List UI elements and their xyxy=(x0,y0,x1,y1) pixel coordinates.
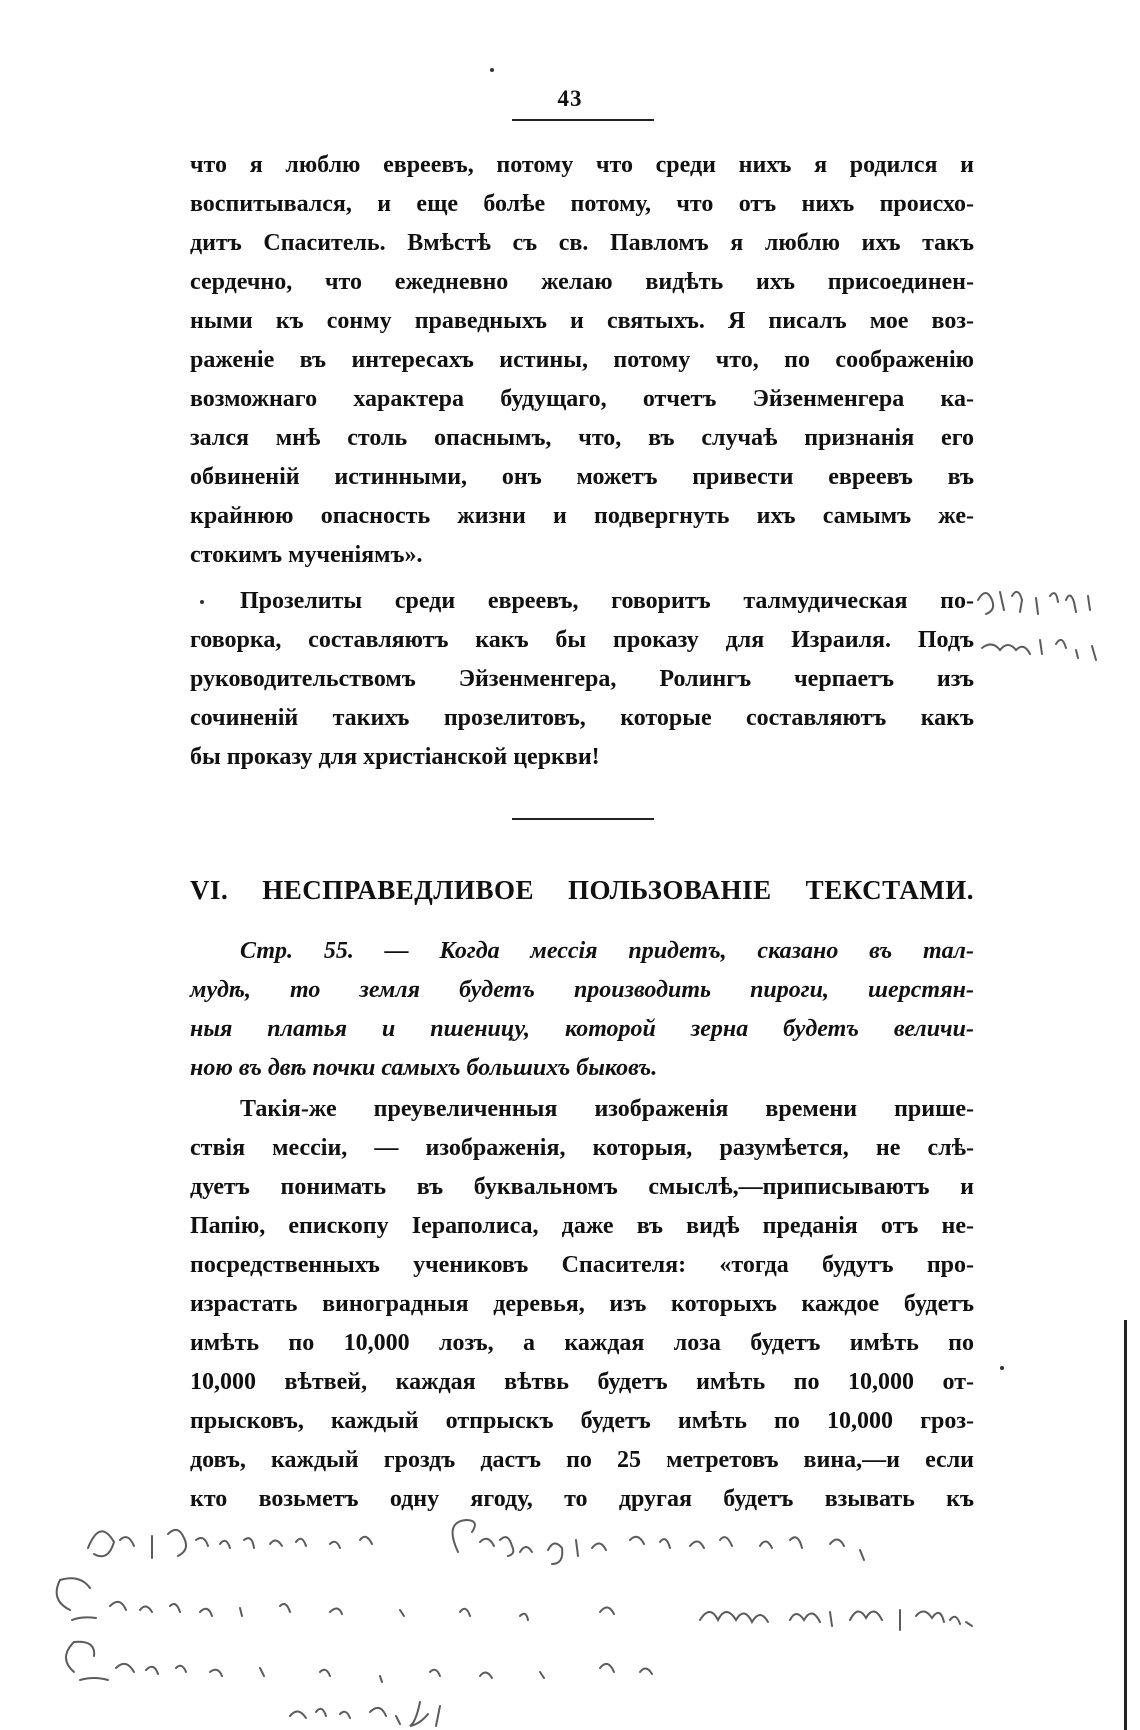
paragraph-3-line: Такія-же преувеличенныя изображенія времени прише- xyxy=(240,1096,974,1122)
paragraph-3-line: Папію, епископу Іераполиса, даже въ видѣ преданія отъ не- xyxy=(190,1213,974,1239)
paragraph-1-line: стокимъ мученіямъ». xyxy=(190,542,423,568)
paragraph-1-line: зался мнѣ столь опаснымъ, что, въ случаѣ признанія его xyxy=(190,425,974,451)
paragraph-2-line: руководительствомъ Эйзенменгера, Ролингъ черпаетъ изъ xyxy=(190,666,974,692)
section-heading: VI. НЕСПРАВЕДЛИВОЕ ПОЛЬЗОВАНІЕ ТЕКСТАМИ. xyxy=(190,875,974,905)
paragraph-1-line: раженіе въ интересахъ истины, потому что, по соображенію xyxy=(190,347,974,373)
page-number: 43 xyxy=(557,86,583,111)
paragraph-3-line: прысковъ, каждый отпрыскъ будетъ имѣть по 10,000 гроз- xyxy=(190,1408,974,1434)
paragraph-3-line: 10,000 вѣтвей, каждая вѣтвь будетъ имѣть по 10,000 от- xyxy=(190,1369,974,1395)
paragraph-2-line: сочиненій такихъ прозелитовъ, которые составляютъ какъ xyxy=(190,705,974,731)
paragraph-3-line: посредственныхъ учениковъ Спасителя: «тогда будутъ про- xyxy=(190,1252,974,1278)
paragraph-1-line: что я люблю евреевъ, потому что среди нихъ я родился и xyxy=(190,152,974,178)
paragraph-3-line: ствія мессіи, — изображенія, которыя, разумѣется, не слѣ- xyxy=(190,1135,974,1161)
paragraph-1-line: ными къ сонму праведныхъ и святыхъ. Я писалъ мое воз- xyxy=(190,308,974,334)
quote-line: Стр. 55. — Когда мессія придетъ, сказано въ тал- xyxy=(240,938,974,964)
paragraph-1-line: обвиненій истинными, онъ можетъ привести евреевъ въ xyxy=(190,464,974,490)
paragraph-3-line: израстать виноградныя деревья, изъ которыхъ каждое будетъ xyxy=(190,1291,974,1317)
paragraph-3-line: кто возьметъ одну ягоду, то другая будетъ взывать къ xyxy=(190,1486,974,1512)
paragraph-2-line: бы проказу для христіанской церкви! xyxy=(190,744,600,770)
quote-line: ныя платья и пшеницу, которой зерна будетъ величи- xyxy=(190,1016,974,1042)
paragraph-2-line: Прозелиты среди евреевъ, говоритъ талмудическая по- xyxy=(240,588,974,614)
paragraph-1-line: воспитывался, и еще болѣе потому, что отъ нихъ происхо- xyxy=(190,191,974,217)
paragraph-3-line: имѣть по 10,000 лозъ, а каждая лоза будетъ имѣть по xyxy=(190,1330,974,1356)
paragraph-1-line: дитъ Спаситель. Вмѣстѣ съ св. Павломъ я люблю ихъ такъ xyxy=(190,230,974,256)
paragraph-3-line: довъ, каждый гроздъ дастъ по 25 метретовъ вина,—и если xyxy=(190,1447,974,1473)
quote-line: ною въ двѣ почки самыхъ большихъ быковъ. xyxy=(190,1055,658,1081)
quote-line: мудѣ, то земля будетъ производить пироги, шерстян- xyxy=(190,977,974,1003)
paragraph-3-line: дуетъ понимать въ буквальномъ смыслѣ,—приписываютъ и xyxy=(190,1174,974,1200)
paragraph-1-line: возможнаго характера будущаго, отчетъ Эйзенменгера ка- xyxy=(190,386,974,412)
paragraph-1-line: крайнюю опасность жизни и подвергнуть ихъ самымъ же- xyxy=(190,503,974,529)
paragraph-1-line: сердечно, что ежедневно желаю видѣть ихъ присоединен- xyxy=(190,269,974,295)
paragraph-2-line: говорка, составляютъ какъ бы проказу для Израиля. Подъ xyxy=(190,627,974,653)
